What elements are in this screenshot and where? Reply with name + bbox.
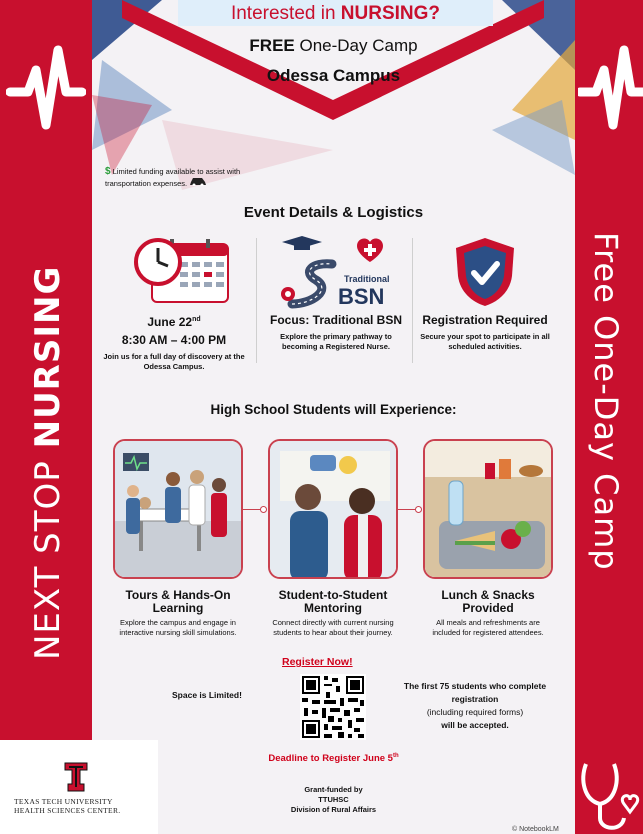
side-slogan-b: NURSING [28,265,68,449]
focus-title: Focus: Traditional BSN [269,313,402,327]
mentoring-text [268,589,398,637]
side-slogan-a: NEXT STOP [28,448,68,660]
event-date-desc: Join us for a full day of discovery at the Odessa Campus. [103,352,245,371]
flyer [92,0,575,834]
registration-qr-code[interactable] [300,674,366,740]
first-75-note [400,680,550,732]
event-date [100,313,248,329]
headline-prefix: Interested in [230,3,341,24]
car-icon [189,177,207,186]
camp-free: FREE [249,36,295,55]
ttuhsc-logo [0,740,158,834]
shield-check-icon [452,236,518,308]
side-slogan [28,266,68,660]
camp-rest: One-Day Camp [294,36,418,55]
divider [412,238,413,363]
divider [256,238,257,363]
lunch-tray-image [425,441,553,579]
first-75-c: will be accepted. [441,720,509,730]
space-limited: Space is Limited! [172,690,242,700]
mentoring-desc: Connect directly with current nursing students to hear about their journey. [272,618,394,637]
bsn-badge-big: BSN [338,284,385,309]
headline-banner [178,0,493,26]
grant-line-1: Grant-funded by [304,785,363,794]
registration-desc: Secure your spot to participate in all scheduled activities. [420,332,550,351]
campus-title: Odessa Campus [266,66,401,85]
bsn-badge-top: Traditional [344,274,390,284]
double-t-logo-icon [64,762,88,792]
connector [398,509,416,510]
tours-desc: Explore the campus and engage in interactive nursing skill simulations. [119,618,237,637]
details-heading: Event Details & Logistics [243,204,424,221]
event-day-sup: nd [192,316,201,323]
registration-title: Registration Required [422,313,548,327]
lunch-title: Lunch & Snacks Provided [441,588,535,615]
deadline-sup: th [392,753,399,759]
focus-desc: Explore the primary pathway to becoming a Registered Nurse. [280,332,392,351]
registration-column [420,313,550,352]
heartbeat-icon [578,40,643,135]
connector-dot [260,506,267,513]
headline-highlight: NURSING? [340,3,441,24]
funding-note [105,167,255,189]
dollar-icon: $ [105,166,111,177]
logo-line-1: TEXAS TECH UNIVERSITY [14,797,113,806]
first-75-a: The first 75 students who complete registration [403,681,547,704]
date-column [100,313,248,372]
grant-line-3: Division of Rural Affairs [290,805,377,814]
camp-title [92,36,575,56]
grant-note [92,785,575,815]
mentoring-title: Student-to-Student Mentoring [278,588,388,615]
lunch-image-card [423,439,553,579]
side-camp-text: Free One-Day Camp [587,232,625,571]
tours-image-card [113,439,243,579]
focus-column [268,313,404,352]
heartbeat-icon [6,40,86,135]
register-now-link[interactable]: Register Now! [282,656,353,668]
hospital-simulation-image [115,441,243,579]
credit-text: © NotebookLM [512,826,559,833]
register-deadline [92,753,575,764]
lunch-desc: All meals and refreshments are included for registered attendees. [432,618,544,637]
connector-dot [415,506,422,513]
bsn-pathway-icon [272,234,392,314]
mentoring-image [270,441,398,579]
stethoscope-icon [578,760,643,834]
mentoring-image-card [268,439,398,579]
experience-heading: High School Students will Experience: [210,402,457,417]
event-time: 8:30 AM – 4:00 PM [121,333,227,347]
logo-line-2: HEALTH SCIENCES CENTER. [14,806,121,815]
tours-title: Tours & Hands-On Learning [125,588,231,615]
lunch-text [423,589,553,637]
connector [243,509,261,510]
event-day: June 22 [147,315,193,329]
calendar-icon [132,236,232,306]
deadline-text: Deadline to Register June 5 [268,753,393,765]
first-75-b: (including required forms) [426,707,524,717]
funding-text: Limited funding available to assist with transportation expenses. [105,167,241,188]
tours-text [113,589,243,637]
grant-line-2: TTUHSC [318,795,349,804]
